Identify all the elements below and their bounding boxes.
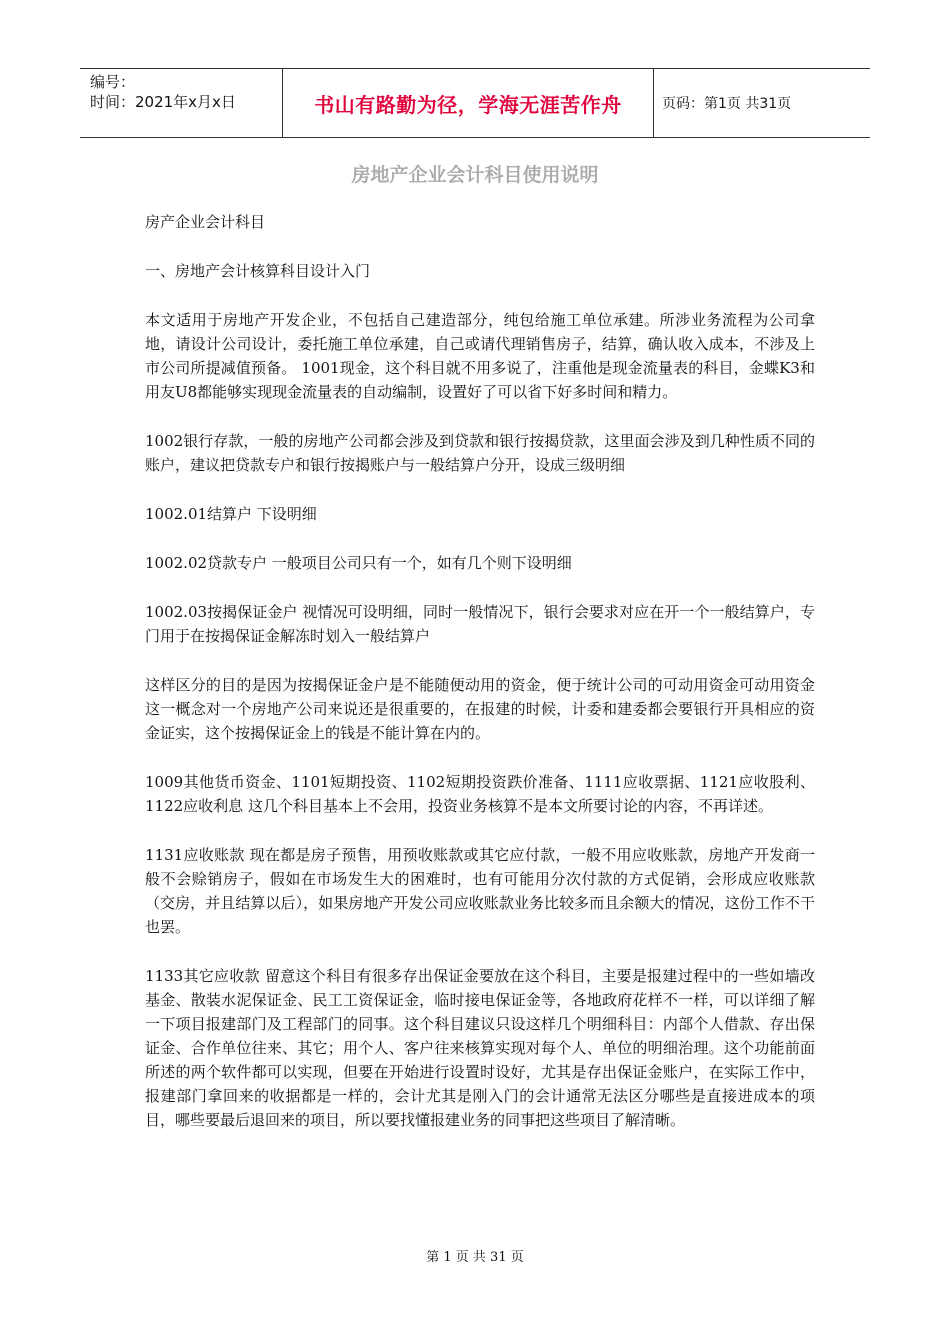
paragraph: 1133其它应收款 留意这个科目有很多存出保证金要放在这个科目，主要是报建过程中的一些如墙改基金、散装水泥保证金、民工工资保证金，临时接电保证金等，各地政府花样不一样，可以详细了解一下项目报建部门及工程部门的同事。这个科目建议只设这样几个明细科目：内部个人借款、存出保证金、合作单位往来、其它；用个人、客户往来核算实现对每个人、单位的明细治理。这个功能前面所述的两个软件都可以实现，但要在开始进行设置时设好，尤其是存出保证金账户，在实际工作中，报建部门拿回来的收据都是一样的，会计尤其是刚入门的会计通常无法区分哪些是直接进成本的项目，哪些要最后退回来的项目，所以要找懂报建业务的同事把这些项目了解清晰。 <box>145 967 815 1129</box>
paragraph: 这样区分的目的是因为按揭保证金户是不能随便动用的资金，便于统计公司的可动用资金可动用资金这一概念对一个房地产公司来说还是很重要的，在报建的时候，计委和建委都会要银行开具相应的资金证实，这个按揭保证金上的钱是不能计算在内的。 <box>145 676 815 742</box>
document-date: 时间：2021年x月x日 <box>90 93 236 111</box>
header-table <box>80 68 870 138</box>
header-page-info: 页码：第1页 共31页 <box>662 96 792 112</box>
header-meta <box>80 69 282 137</box>
paragraph: 一、房地产会计核算科目设计入门 <box>145 262 371 280</box>
paragraph: 1131应收账款 现在都是房子预售，用预收账款或其它应付款，一般不用应收账款，房地产开发商一般不会赊销房子，假如在市场发生大的困难时，也有可能用分次付款的方式促销，会形成应收账款（交房，并且结算以后），如果房地产开发公司应收账款业务比较多而且余额大的情况，这份工作不干也罢。 <box>145 846 815 936</box>
paragraph: 房产企业会计科目 <box>145 213 266 231</box>
document-body <box>145 210 815 1157</box>
paragraph: 1002.03按揭保证金户 视情况可设明细，同时一般情况下，银行会要求对应在开一个一般结算户，专门用于在按揭保证金解冻时划入一般结算户 <box>145 603 815 645</box>
paragraph: 1002.01结算户 下设明细 <box>145 505 317 523</box>
document-title: 房地产企业会计科目使用说明 <box>351 164 599 186</box>
paragraph: 本文适用于房地产开发企业，不包括自己建造部分，纯包给施工单位承建。所涉业务流程为公司拿地，请设计公司设计，委托施工单位承建，自己或请代理销售房子，结算，确认收入成本，不涉及上市公司所提减值预备。 1001现金，这个科目就不用多说了，注重他是现金流量表的科目，金蝶K3和用友U8都能够实现现金流量表的自动编制，设置好了可以省下好多时间和精力。 <box>145 311 815 401</box>
header-page-info-cell <box>654 69 870 137</box>
page-footer: 第 1 页 共 31 页 <box>426 1250 524 1265</box>
paragraph: 1009其他货币资金、1101短期投资、1102短期投资跌价准备、1111应收票据、1121应收股利、1122应收利息 这几个科目基本上不会用，投资业务核算不是本文所要讨论的内容，不再详述。 <box>145 773 815 815</box>
paragraph: 1002.02贷款专户 一般项目公司只有一个，如有几个则下设明细 <box>145 554 572 572</box>
header-motto: 书山有路勤为径，学海无涯苦作舟 <box>314 92 622 117</box>
header-motto-cell <box>282 69 654 137</box>
document-number: 编号： <box>90 73 136 91</box>
paragraph: 1002银行存款，一般的房地产公司都会涉及到贷款和银行按揭贷款，这里面会涉及到几种性质不同的账户，建议把贷款专户和银行按揭账户与一般结算户分开，设成三级明细 <box>145 432 815 474</box>
